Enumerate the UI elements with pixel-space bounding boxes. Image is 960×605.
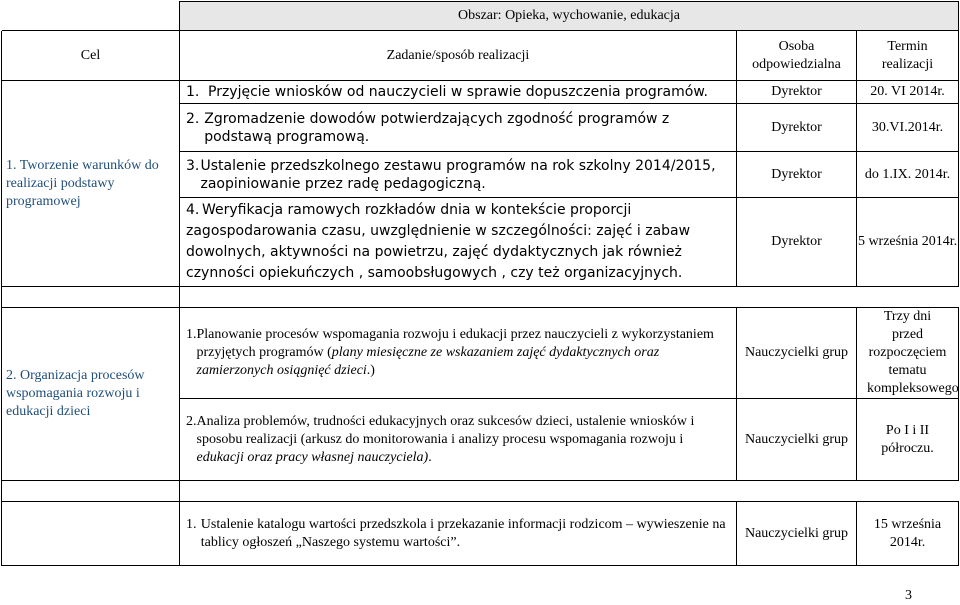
task-2-2-text-c: . (428, 449, 432, 465)
spacer-2b (180, 481, 959, 502)
task-1-2 (180, 104, 737, 152)
task-1-2-person: Dyrektor (737, 104, 857, 152)
task-1-1 (180, 81, 737, 104)
task-2-2 (180, 399, 737, 481)
plan-table (1, 1, 959, 566)
task-1-2-term: 30.VI.2014r. (857, 104, 959, 152)
col-header-term (857, 31, 959, 81)
task-2-2-text-b: edukacji oraz pracy własnej nauczyciela) (196, 449, 429, 465)
task-2-1-text-b: plany miesięczne ze wskazaniem zajęć dydaktycznych oraz zamierzonych osiągnięć dzieci (196, 345, 660, 378)
col-header-term-line2: realizacji (881, 56, 934, 72)
header-blank (2, 2, 180, 31)
task-3-1-person: Nauczycielki grup (737, 502, 857, 566)
task-1-4-text: Weryfikacja ramowych rozkładów dnia w kontekście proporcji zagospodarowania czasu, uwzględnienie w szczególności: zajęć i zabaw dowolnych, aktywności na powietrzu, zajęć dydaktycznych jak również czynności opiekuńczych , samoobsługowych , czy też organizacyjnych. (186, 202, 691, 281)
spacer-1b (180, 287, 959, 308)
task-2-1 (180, 308, 737, 399)
task-2-2-term: Po I i II półroczu. (857, 399, 959, 481)
spacer-2 (2, 481, 180, 502)
col-header-cel: Cel (2, 31, 180, 81)
goal-2: 2. Organizacja procesów wspomagania rozwoju i edukacji dzieci (2, 308, 180, 481)
task-1-3-text: Ustalenie przedszkolnego zestawu programów na rok szkolny 2014/2015, zaopiniowanie przez radę pedagogiczną. (200, 157, 716, 192)
task-3-1-num: 1. (186, 516, 197, 532)
task-1-4-person: Dyrektor (737, 198, 857, 287)
task-1-4-num: 4. (186, 202, 200, 218)
task-1-2-text: Zgromadzenie dowodów potwierdzających zgodność programów z podstawą programową. (204, 110, 670, 145)
task-2-1-text-c: .) (366, 363, 375, 378)
task-2-1-text (197, 326, 731, 380)
goal-1: 1. Tworzenie warunków do realizacji podstawy programowej (2, 81, 180, 287)
task-2-2-num: 2. (186, 413, 197, 429)
task-2-1-num: 1. (186, 327, 197, 342)
col-header-person-line1: Osoba (778, 38, 815, 54)
task-1-2-num: 2. (186, 110, 200, 127)
task-1-3-person: Dyrektor (737, 152, 857, 198)
task-1-1-text: Przyjęcie wniosków od nauczycieli w sprawie dopuszczenia programów. (208, 84, 708, 100)
task-2-1-person: Nauczycielki grup (737, 308, 857, 399)
task-2-2-person: Nauczycielki grup (737, 399, 857, 481)
spacer-1 (2, 287, 180, 308)
col-header-person-line2: odpowiedzialna (752, 56, 841, 72)
task-1-1-num: 1. (186, 84, 200, 100)
task-1-4 (180, 198, 737, 287)
task-3-1 (180, 502, 737, 566)
task-1-4-term: 5 września 2014r. (857, 198, 959, 287)
page-number: 3 (905, 588, 912, 603)
task-1-1-term: 20. VI 2014r. (857, 81, 959, 104)
task-1-3-num: 3. (186, 157, 200, 174)
task-2-1-term: Trzy dni przed rozpoczęciem tematu kompleksowego (857, 308, 959, 399)
task-3-1-term: 15 września 2014r. (857, 502, 959, 566)
task-1-3-term: do 1.IX. 2014r. (857, 152, 959, 198)
area-title: Obszar: Opieka, wychowanie, edukacja (180, 2, 959, 31)
col-header-task: Zadanie/sposób realizacji (180, 31, 737, 81)
col-header-term-line1: Termin (887, 38, 928, 54)
task-2-2-text-a: Analiza problemów, trudności edukacyjnych oraz sukcesów dzieci, ustalenie wniosków i sposobu realizacji (arkusz do monitorowania i analizy procesu wspomagania rozwoju i (196, 413, 695, 447)
goal-3 (2, 502, 180, 566)
task-3-1-text: Ustalenie katalogu wartości przedszkola i przekazanie informacji rodzicom – wywieszenie na tablicy ogłoszeń „Naszego systemu wartości”. (200, 516, 726, 550)
task-2-1-text-a: Planowanie procesów wspomagania rozwoju i edukacji przez nauczycieli z wykorzystaniem przyjętych programów ( (196, 327, 714, 360)
task-2-2-text (197, 413, 731, 467)
col-header-person (737, 31, 857, 81)
task-1-1-person: Dyrektor (737, 81, 857, 104)
task-1-3 (180, 152, 737, 198)
